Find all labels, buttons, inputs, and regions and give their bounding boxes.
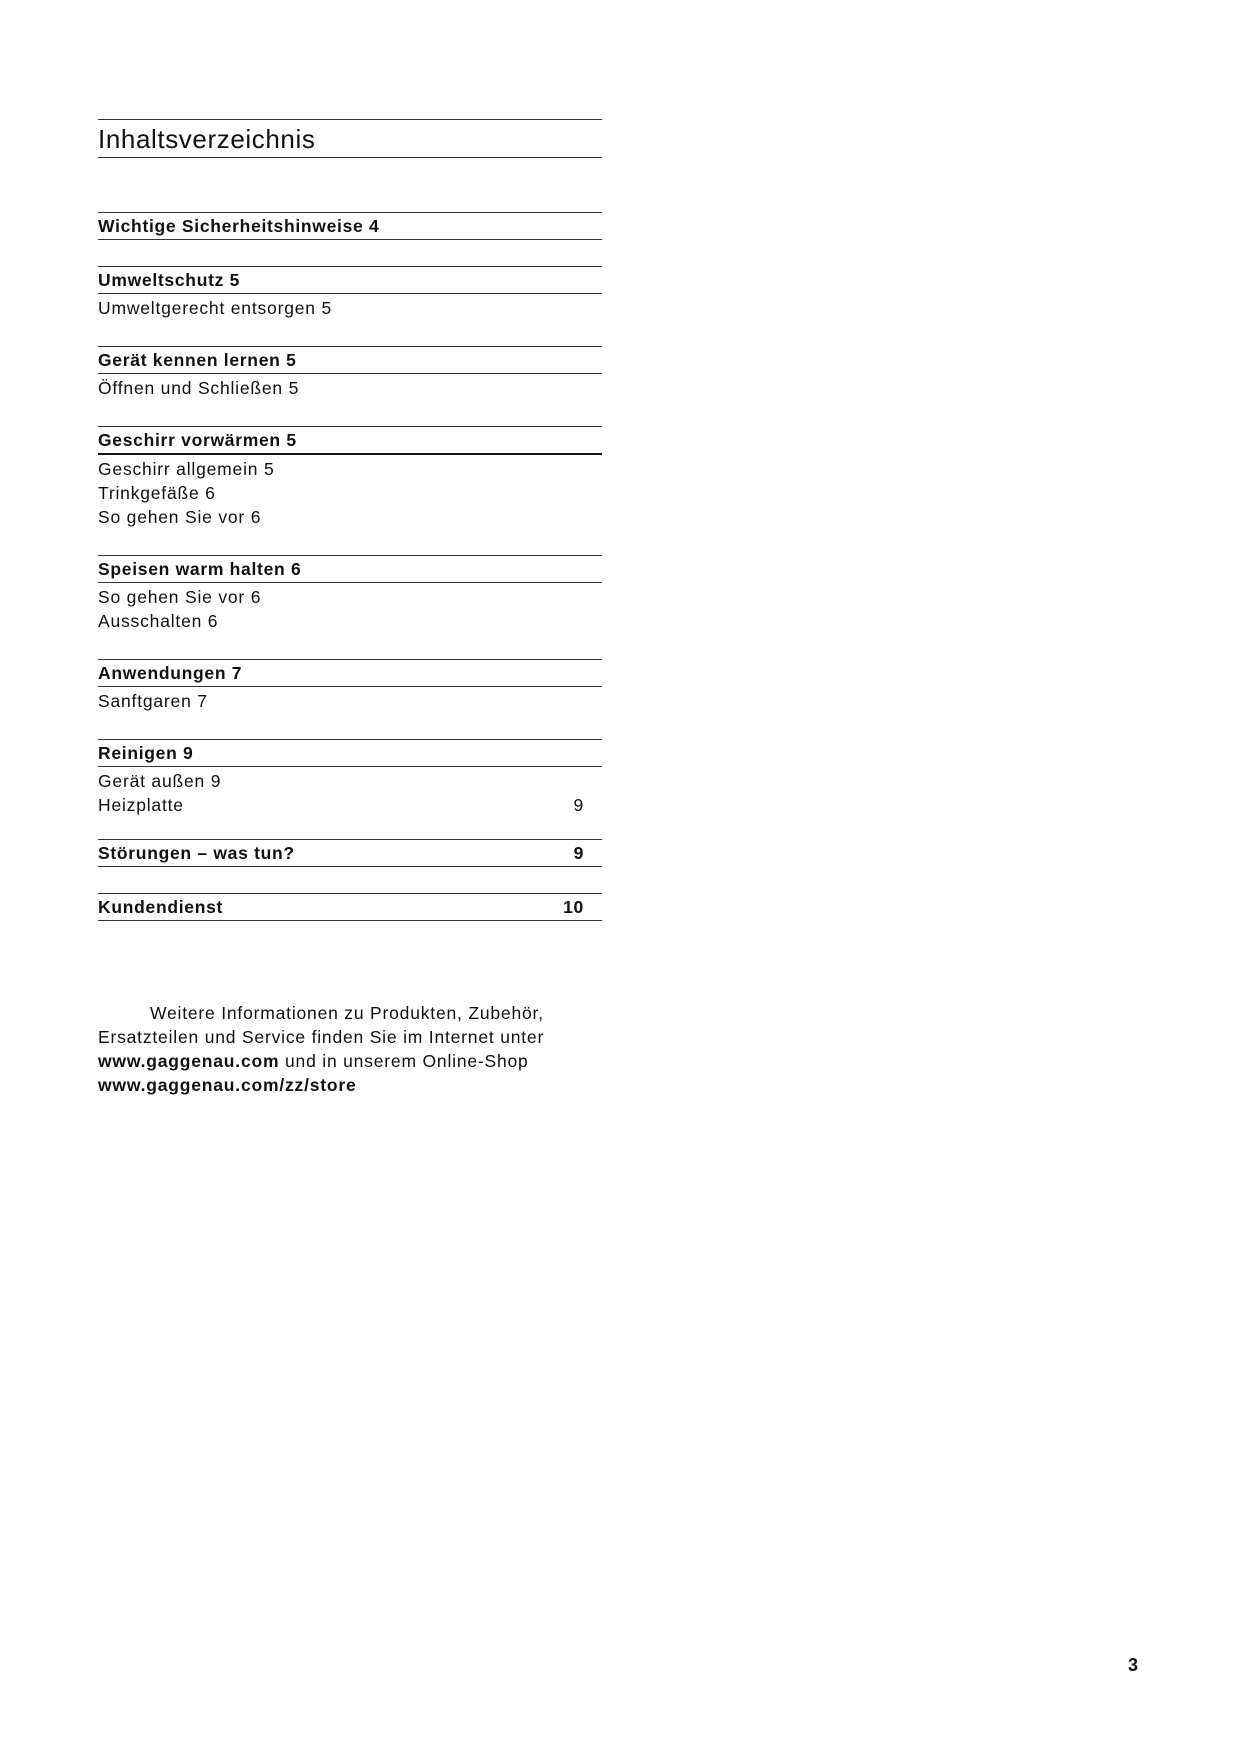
toc-section-label: Anwendungen 7: [98, 663, 243, 683]
toc-item-label: Umweltgerecht entsorgen 5: [98, 298, 332, 318]
toc-section-label: Speisen warm halten 6: [98, 559, 302, 579]
toc-section-heading[interactable]: [98, 893, 602, 921]
toc-item[interactable]: [98, 769, 602, 793]
toc-page-number: [584, 660, 602, 686]
toc-item-label: So gehen Sie vor 6: [98, 507, 262, 527]
toc-section-label: Umweltschutz 5: [98, 270, 241, 290]
toc-item[interactable]: [98, 609, 602, 633]
toc-item[interactable]: [98, 376, 602, 400]
toc-page-number: [584, 585, 602, 609]
toc-page-number: [584, 505, 602, 529]
toc-page-number: [584, 609, 602, 633]
toc-item[interactable]: [98, 505, 602, 529]
toc-page-number: 9: [573, 843, 584, 863]
toc-item-label: Ausschalten 6: [98, 611, 219, 631]
info-line: [98, 1073, 598, 1097]
toc-section-label: Kundendienst: [98, 897, 224, 917]
toc-page-number: 10: [563, 897, 584, 917]
toc-page-number: [584, 427, 602, 453]
toc-page-number: [584, 347, 602, 373]
toc-section-heading[interactable]: [98, 839, 602, 867]
toc-page-number: [584, 376, 602, 400]
info-line: [98, 1049, 598, 1073]
toc-section: [98, 659, 602, 713]
toc-page-number: [584, 689, 602, 713]
toc-section: [98, 893, 602, 921]
toc-page-number: [584, 267, 602, 293]
toc-section: [98, 739, 602, 817]
toc-item-label: Geschirr allgemein 5: [98, 459, 275, 479]
toc-section-heading[interactable]: [98, 555, 602, 583]
info-line-text: und in unserem Online-Shop: [279, 1051, 529, 1071]
toc-section-label: Störungen – was tun?: [98, 843, 295, 863]
toc-item-label: Gerät außen 9: [98, 771, 222, 791]
toc-section: [98, 555, 602, 633]
toc-section-heading[interactable]: [98, 266, 602, 294]
toc-page-number: [584, 769, 602, 793]
toc-item-label: Öffnen und Schließen 5: [98, 378, 300, 398]
info-line: Weitere Informationen zu Produkten, Zubehör,: [150, 1003, 544, 1023]
toc-page-number: [584, 296, 602, 320]
toc-item[interactable]: [98, 585, 602, 609]
toc-section-heading[interactable]: [98, 739, 602, 767]
toc-section-label: Wichtige Sicherheitshinweise 4: [98, 216, 380, 236]
toc-page-number: [584, 556, 602, 582]
toc-section-label: Geschirr vorwärmen 5: [98, 430, 297, 450]
toc-section: [98, 212, 602, 240]
toc-item[interactable]: [98, 481, 602, 505]
toc-item[interactable]: [98, 457, 602, 481]
toc-item[interactable]: [98, 793, 602, 817]
toc-item-label: Heizplatte: [98, 795, 184, 815]
toc-page-number: 9: [573, 795, 584, 815]
toc-page-number: [584, 740, 602, 766]
toc-item-label: So gehen Sie vor 6: [98, 587, 262, 607]
toc-section: [98, 839, 602, 867]
toc-section-label: Gerät kennen lernen 5: [98, 350, 297, 370]
toc-section: [98, 426, 602, 529]
toc-title: Inhaltsverzeichnis: [98, 119, 602, 158]
page-number: 3: [1128, 1655, 1139, 1675]
toc-section-label: Reinigen 9: [98, 743, 194, 763]
info-line: Ersatzteilen und Service finden Sie im Internet unter: [98, 1027, 545, 1047]
website-link[interactable]: www.gaggenau.com: [98, 1051, 280, 1071]
toc-section-heading[interactable]: [98, 659, 602, 687]
toc-page-number: [584, 457, 602, 481]
toc-section: [98, 266, 602, 320]
online-shop-link[interactable]: www.gaggenau.com/zz/store: [98, 1075, 357, 1095]
toc-item-label: Sanftgaren 7: [98, 691, 208, 711]
toc-page-number: [584, 213, 602, 239]
toc-item-label: Trinkgefäße 6: [98, 483, 216, 503]
toc-section-heading[interactable]: [98, 212, 602, 240]
table-of-contents: [98, 119, 602, 921]
toc-page-number: [584, 481, 602, 505]
toc-section-heading[interactable]: [98, 426, 602, 455]
toc-section: [98, 346, 602, 400]
toc-item[interactable]: [98, 689, 602, 713]
toc-section-heading[interactable]: [98, 346, 602, 374]
toc-item[interactable]: [98, 296, 602, 320]
more-info-paragraph: [98, 1001, 598, 1097]
